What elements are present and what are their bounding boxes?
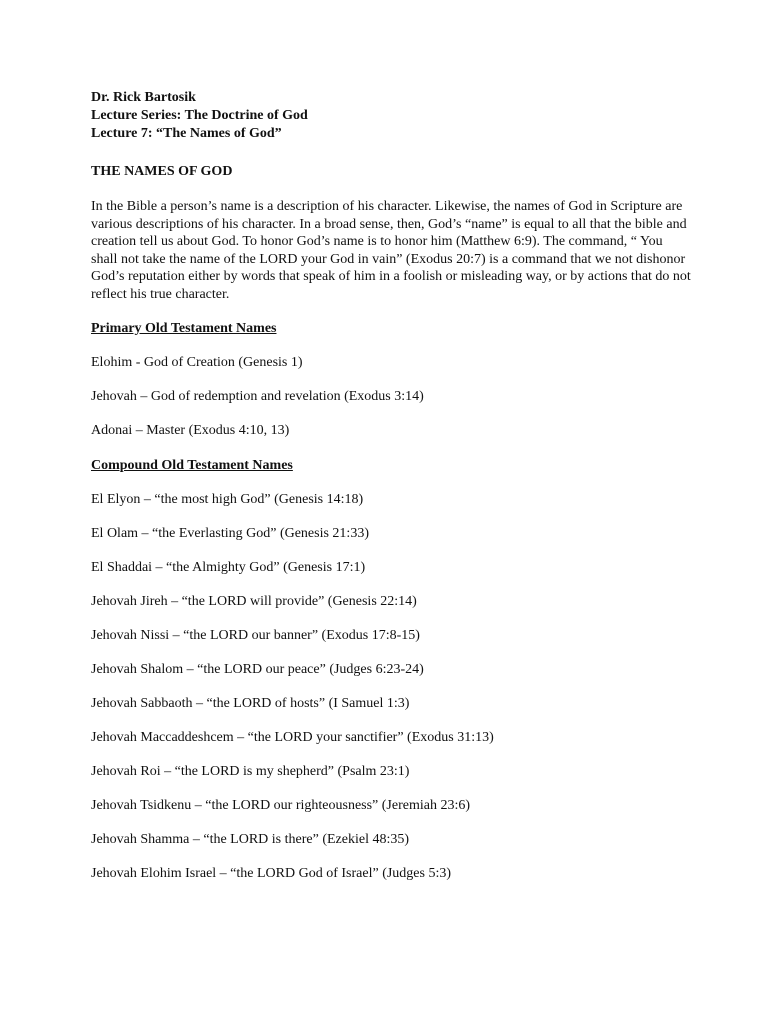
list-item: Jehovah – God of redemption and revelation (Exodus 3:14) bbox=[91, 389, 424, 404]
primary-names-heading: Primary Old Testament Names bbox=[91, 321, 277, 336]
list-item: Jehovah Tsidkenu – “the LORD our righteousness” (Jeremiah 23:6) bbox=[91, 798, 471, 813]
list-item: Jehovah Sabbaoth – “the LORD of hosts” (I Samuel 1:3) bbox=[91, 696, 410, 711]
primary-names-list bbox=[91, 354, 691, 440]
list-item: Jehovah Shamma – “the LORD is there” (Ezekiel 48:35) bbox=[91, 832, 410, 847]
document-page bbox=[91, 89, 691, 883]
page-title: THE NAMES OF GOD bbox=[91, 164, 233, 179]
list-item: Jehovah Maccaddeshcem – “the LORD your sanctifier” (Exodus 31:13) bbox=[91, 730, 494, 745]
list-item: El Shaddai – “the Almighty God” (Genesis 17:1) bbox=[91, 560, 366, 575]
compound-names-list bbox=[91, 491, 691, 883]
list-item: El Elyon – “the most high God” (Genesis 14:18) bbox=[91, 492, 364, 507]
lecture-series: Lecture Series: The Doctrine of God bbox=[91, 108, 308, 123]
list-item: Jehovah Roi – “the LORD is my shepherd” (Psalm 23:1) bbox=[91, 764, 410, 779]
list-item: Elohim - God of Creation (Genesis 1) bbox=[91, 355, 303, 370]
list-item: El Olam – “the Everlasting God” (Genesis 21:33) bbox=[91, 526, 369, 541]
list-item: Jehovah Nissi – “the LORD our banner” (Exodus 17:8-15) bbox=[91, 628, 420, 643]
list-item: Jehovah Shalom – “the LORD our peace” (Judges 6:23-24) bbox=[91, 662, 424, 677]
document-header bbox=[91, 89, 691, 143]
intro-paragraph: In the Bible a person’s name is a description of his character. Likewise, the names of God in Scripture are various descriptions of his character. In a broad sense, then, God’s “name” is equal to all that the bible and creation tell us about God. To honor God’s name is to honor him (Matthew 6:9). The command, “ You shall not take the name of the LORD your God in vain” (Exodus 20:7) is a command that we not dishonor God’s reputation either by words that speak of him in a foolish or misleading way, or by actions that do not reflect his true character. bbox=[91, 199, 691, 302]
list-item: Adonai – Master (Exodus 4:10, 13) bbox=[91, 423, 290, 438]
list-item: Jehovah Jireh – “the LORD will provide” (Genesis 22:14) bbox=[91, 594, 417, 609]
author-name: Dr. Rick Bartosik bbox=[91, 90, 196, 105]
list-item: Jehovah Elohim Israel – “the LORD God of Israel” (Judges 5:3) bbox=[91, 866, 452, 881]
compound-names-heading: Compound Old Testament Names bbox=[91, 458, 293, 473]
lecture-title: Lecture 7: “The Names of God” bbox=[91, 126, 282, 141]
